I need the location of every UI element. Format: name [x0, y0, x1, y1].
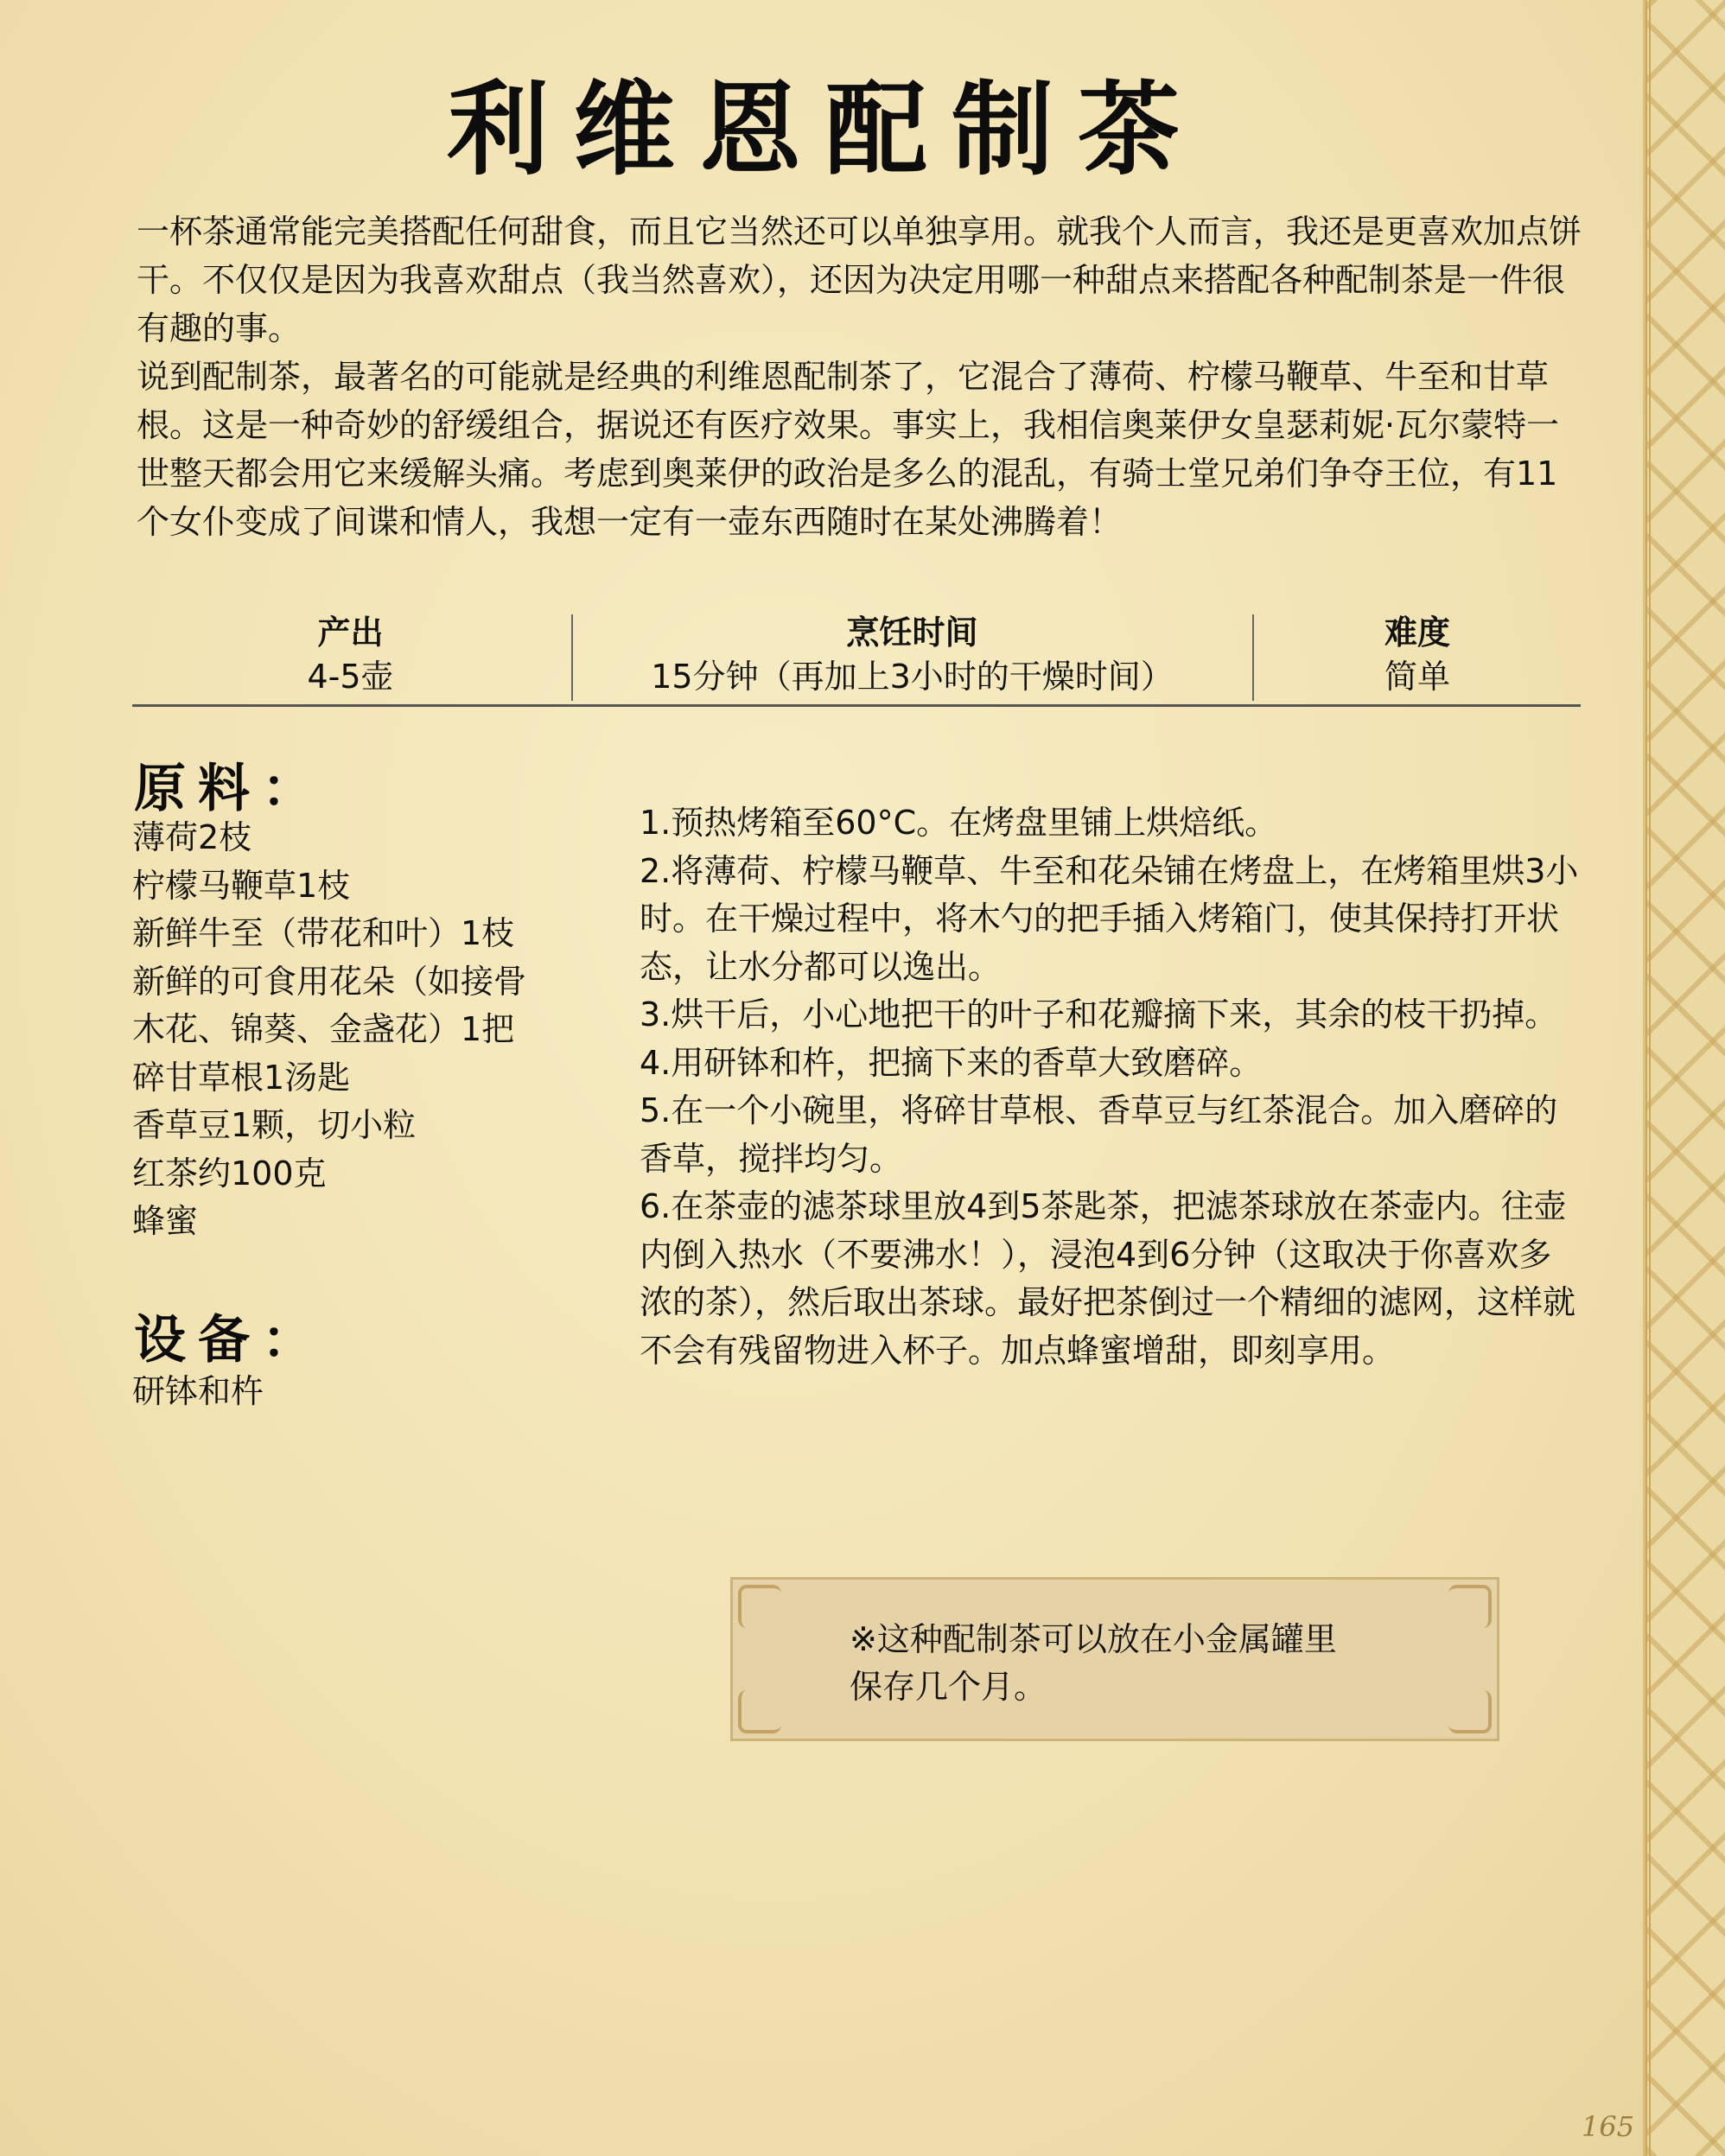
difficulty-value: 简单	[1384, 658, 1450, 696]
equipment-heading: 设备：	[134, 1310, 326, 1371]
note-text	[850, 1616, 1420, 1711]
recipe-stats	[132, 611, 1581, 707]
method-step: 6.在茶壶的滤茶球里放4到5茶匙茶，把滤茶球放在茶壶内。往壶内倒入热水（不要沸水！），浸泡4到6分钟（这取决于你喜欢多浓的茶），然后取出茶球。最好把茶倒过一个精细的滤网，这样就不会有残留物进入杯子。加点蜂蜜增甜，即刻享用。	[640, 1187, 1576, 1370]
ingredient-item: 薄荷2枝	[132, 818, 252, 856]
method-step: 4.用研钵和杵，把摘下来的香草大致磨碎。	[640, 1043, 1263, 1082]
method-step: 2.将薄荷、柠檬马鞭草、牛至和花朵铺在烤盘上，在烤箱里烘3小时。在干燥过程中，将木勺的把手插入烤箱门，使其保持打开状态，让水分都可以逸出。	[640, 851, 1579, 986]
note-line-2: 保存几个月。	[850, 1668, 1047, 1706]
method-steps	[640, 799, 1582, 1375]
ingredient-item: 新鲜的可食用花朵（如接骨	[132, 962, 527, 1001]
intro-text	[137, 207, 1588, 546]
ingredient-item: 红茶约100克	[132, 1154, 327, 1192]
ingredient-item: 新鲜牛至（带花和叶）1枝	[132, 914, 515, 952]
note-line-1: ※这种配制茶可以放在小金属罐里	[850, 1620, 1337, 1658]
intro-paragraph-2: 说到配制茶，最著名的可能就是经典的利维恩配制茶了，它混合了薄荷、柠檬马鞭草、牛至和甘草根。这是一种奇妙的舒缓组合，据说还有医疗效果。事实上，我相信奥莱伊女皇瑟莉妮·瓦尔蒙特一世整天都会用它来缓解头痛。考虑到奥莱伊的政治是多么的混乱，有骑士堂兄弟们争夺王位，有11个女仆变成了间谍和情人，我想一定有一壶东西随时在某处沸腾着！	[137, 358, 1560, 541]
storage-note	[730, 1577, 1499, 1741]
page-title: 利维恩配制茶	[446, 69, 1204, 189]
ornament-corner	[1448, 1585, 1492, 1628]
equipment-item: 研钵和杵	[132, 1372, 264, 1410]
yield-value: 4-5壶	[307, 658, 394, 696]
ingredient-item: 香草豆1颗，切小粒	[132, 1106, 417, 1144]
ingredient-item: 柠檬马鞭草1枝	[132, 866, 351, 905]
equipment-list	[132, 1368, 573, 1416]
page-number: 165	[1582, 2110, 1635, 2143]
ornament-corner	[738, 1585, 781, 1628]
stat-time	[573, 611, 1251, 702]
decorative-border	[1645, 0, 1725, 2156]
ingredient-item: 蜂蜜	[132, 1202, 199, 1240]
ornament-corner	[738, 1690, 781, 1733]
ingredient-item: 碎甘草根1汤匙	[132, 1058, 351, 1097]
ingredients-heading: 原料：	[134, 759, 326, 819]
method-step: 3.烘干后，小心地把干的叶子和花瓣摘下来，其余的枝干扔掉。	[640, 995, 1558, 1033]
time-label: 烹饪时间	[846, 614, 978, 652]
stat-yield	[132, 611, 569, 702]
ornament-corner	[1448, 1690, 1492, 1733]
method-step: 1.预热烤箱至60°C。在烤盘里铺上烘焙纸。	[640, 804, 1278, 842]
ingredient-item: 木花、锦葵、金盏花）1把	[132, 1010, 515, 1048]
stat-difficulty	[1254, 611, 1581, 702]
difficulty-label: 难度	[1384, 614, 1450, 652]
method-step: 5.在一个小碗里，将碎甘草根、香草豆与红茶混合。加入磨碎的香草，搅拌均匀。	[640, 1091, 1558, 1178]
intro-paragraph-1: 一杯茶通常能完美搭配任何甜食，而且它当然还可以单独享用。就我个人而言，我还是更喜欢加点饼干。不仅仅是因为我喜欢甜点（我当然喜欢），还因为决定用哪一种甜点来搭配各种配制茶是一件很有趣的事。	[137, 213, 1582, 347]
yield-label: 产出	[317, 614, 384, 652]
ingredients-list	[132, 814, 573, 1246]
time-value: 15分钟（再加上3小时的干燥时间）	[651, 658, 1174, 696]
